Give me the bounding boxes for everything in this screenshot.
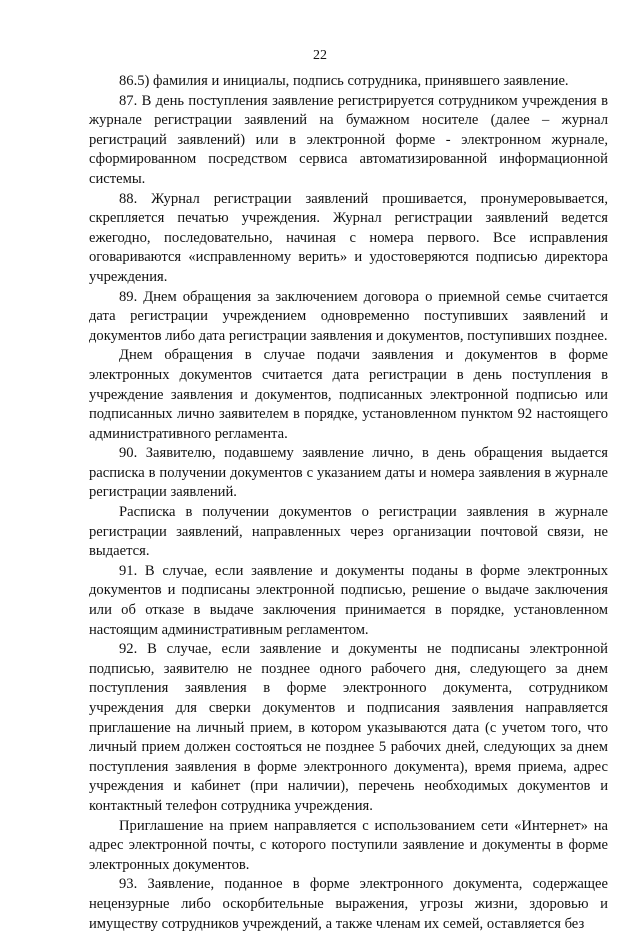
- paragraph-89: 89. Днем обращения за заключением договора о приемной семье считается дата регистрации учреждением одновременно поступивших заявлений и документов либо дата регистрации заявления и документов, поступивших позднее.: [89, 288, 608, 344]
- paragraph-93: 93. Заявление, поданное в форме электронного документа, содержащее нецензурные либо оскорбительные выражения, угрозы жизни, здоровью и имуществу сотрудников учреждений, а также членам их семей, оставляется без: [89, 876, 608, 932]
- paragraph-91: 91. В случае, если заявление и документы поданы в форме электронных документов и подписаны электронной подписью, решение о выдаче заключения или об отказе в выдаче заключения принимается в порядке, установленном настоящим административным регламентом.: [89, 562, 608, 638]
- document-body: [89, 72, 608, 934]
- paragraph-86-5: 86.5) фамилия и инициалы, подпись сотрудника, принявшего заявление.: [119, 73, 569, 89]
- paragraph-90: 90. Заявителю, подавшему заявление лично, в день обращения выдается расписка в получении документов с указанием даты и номера заявления в журнале регистрации заявлений.: [89, 445, 608, 501]
- paragraph-92-invitation: Приглашение на прием направляется с использованием сети «Интернет» на адрес электронной почты, с которого поступили заявление и документы в форме электронных документов.: [89, 817, 608, 873]
- paragraph-87: 87. В день поступления заявление регистрируется сотрудником учреждения в журнале регистрации заявлений на бумажном носителе (далее – журнал регистраций заявлений) или в электронной форме - электронном журнале, сформированном посредством сервиса автоматизированной информационной системы.: [89, 92, 608, 187]
- paragraph-89-electronic: Днем обращения в случае подачи заявления и документов в форме электронных документов считается дата регистрации в день поступления в учреждение заявления и документов, подписанных электронной подписью или подписанных лично заявителем в порядке, установленном пунктом 92 настоящего административного регламента.: [89, 347, 608, 442]
- page-number: 22: [313, 48, 327, 63]
- paragraph-92: 92. В случае, если заявление и документы не подписаны электронной подписью, заявителю не позднее одного рабочего дня, следующего за днем поступления заявления в форме электронного документа, сотрудником учреждения для сверки документов и подписания заявления направляется приглашение на личный прием, в котором указываются дата (с учетом того, что личный прием должен состояться не позднее 5 рабочих дней, следующих за днем поступления заявления в форме электронного документа), время приема, адрес учреждения и кабинет (при наличии), перечень необходимых документов и контактный телефон сотрудника учреждения.: [89, 641, 608, 814]
- paragraph-90-postal: Расписка в получении документов о регистрации заявления в журнале регистрации заявлений, направленных через организации почтовой связи, не выдается.: [89, 504, 608, 560]
- paragraph-88: 88. Журнал регистрации заявлений прошивается, пронумеровывается, скрепляется печатью учреждения. Журнал регистрации заявлений ведется ежегодно, последовательно, начиная с номера первого. Все исправления оговариваются «исправленному верить» и удостоверяются подписью директора учреждения.: [89, 190, 608, 285]
